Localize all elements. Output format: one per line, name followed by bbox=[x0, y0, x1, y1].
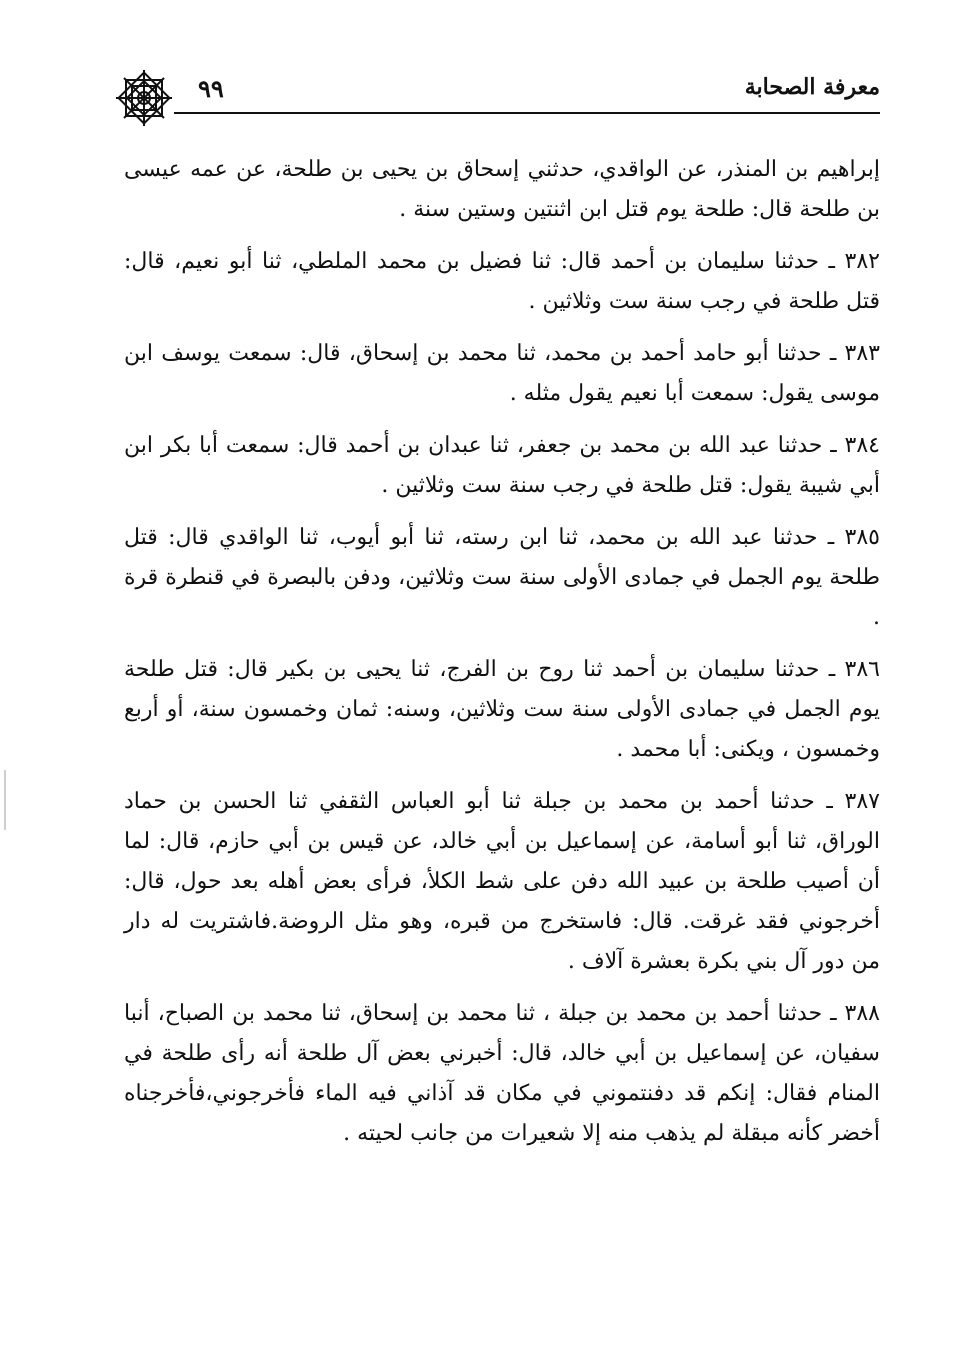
paragraph-388: ٣٨٨ ـ حدثنا أحمد بن محمد بن جبلة ، ثنا محمد بن إسحاق، ثنا محمد بن الصباح، أنبا سفيان، عن إسماعيل بن أبي خالد، قال: أخبرني بعض آل طلحة أنه رأى طلحة في المنام فقال: إنكم قد دفنتموني في مكان قد آذاني فيه الماء فأخرجوني،فأخرجناه أخضر كأنه مبقلة لم يذهب منه إلا شعيرات من جانب لحيته . bbox=[124, 1001, 880, 1146]
islamic-star-ornament-icon bbox=[112, 66, 176, 130]
paragraph-384: ٣٨٤ ـ حدثنا عبد الله بن محمد بن جعفر، ثنا عبدان بن أحمد قال: سمعت أبا بكر ابن أبي شيبة يقول: قتل طلحة في رجب سنة ست وثلاثين . bbox=[124, 433, 880, 498]
page-number: ٩٩ bbox=[198, 74, 224, 103]
running-title: معرفة الصحابة bbox=[744, 74, 880, 100]
paragraph-387: ٣٨٧ ـ حدثنا أحمد بن محمد بن جبلة ثنا أبو العباس الثقفي ثنا الحسن بن حماد الوراق، ثنا أبو أسامة، عن إسماعيل بن أبي خالد، عن قيس بن أبي حازم، قال: لما أن أصيب طلحة بن عبيد الله دفن على شط الكلأ، فرأى بعض أهله بعد حول، قال: أخرجوني فقد غرقت. قال: فاستخرج من قبره، وهو مثل الروضة.فاشتريت له دار من دور آل بني بكرة بعشرة آلاف . bbox=[124, 789, 880, 974]
page-header bbox=[112, 66, 880, 136]
paragraph-386: ٣٨٦ ـ حدثنا سليمان بن أحمد ثنا روح بن الفرج، ثنا يحيى بن بكير قال: قتل طلحة يوم الجمل في جمادى الأولى سنة ست وثلاثين، وسنه: ثمان وخمسون سنة، أو أربع وخمسون ، ويكنى: أبا محمد . bbox=[124, 657, 880, 762]
header-divider bbox=[174, 112, 880, 114]
paragraph-continuation: إبراهيم بن المنذر، عن الواقدي، حدثني إسحاق بن يحيى بن طلحة، عن عمه عيسى بن طلحة قال: طلحة يوم قتل ابن اثنتين وستين سنة . bbox=[124, 157, 880, 222]
paragraph-382: ٣٨٢ ـ حدثنا سليمان بن أحمد قال: ثنا فضيل بن محمد الملطي، ثنا أبو نعيم، قال: قتل طلحة في رجب سنة ست وثلاثين . bbox=[124, 249, 880, 314]
page-body bbox=[124, 150, 880, 1166]
paragraph-383: ٣٨٣ ـ حدثنا أبو حامد أحمد بن محمد، ثنا محمد بن إسحاق، قال: سمعت يوسف ابن موسى يقول: سمعت أبا نعيم يقول مثله . bbox=[124, 341, 880, 406]
scan-margin-mark bbox=[4, 770, 6, 830]
paragraph-385: ٣٨٥ ـ حدثنا عبد الله بن محمد، ثنا ابن رسته، ثنا أبو أيوب، ثنا الواقدي قال: قتل طلحة يوم الجمل في جمادى الأولى سنة ست وثلاثين، ودفن بالبصرة في قنطرة قرة . bbox=[124, 525, 880, 630]
